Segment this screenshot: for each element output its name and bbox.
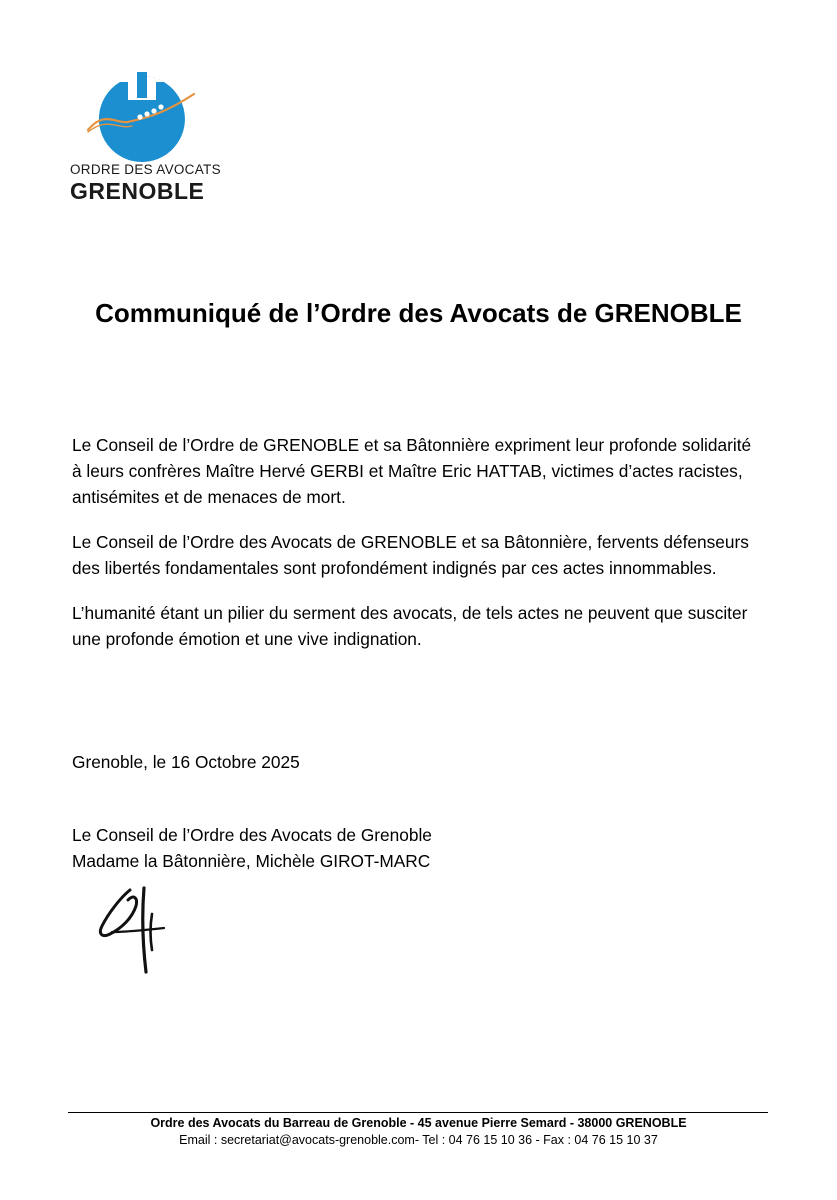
logo-text-line2: GRENOBLE (70, 178, 205, 204)
paragraph-3 (72, 600, 772, 652)
paragraph-2-line: des libertés fondamentales sont profondément indignés par ces actes innommables. (72, 558, 717, 578)
logo-text-line1: ORDRE DES AVOCATS (70, 162, 221, 177)
footer-divider (68, 1112, 768, 1113)
footer-contact: Email : secretariat@avocats-grenoble.com- Tel : 04 76 15 10 36 - Fax : 04 76 15 10 37 (179, 1133, 658, 1147)
paragraph-1-line: à leurs confrères Maître Hervé GERBI et Maître Eric HATTAB, victimes d’actes racistes, (72, 461, 743, 481)
paragraph-1-line: antisémites et de menaces de mort. (72, 487, 346, 507)
signatory-line-2: Madame la Bâtonnière, Michèle GIROT-MARC (72, 851, 431, 871)
paragraph-3-line: une profonde émotion et une vive indignation. (72, 629, 422, 649)
paragraph-2-line: Le Conseil de l’Ordre des Avocats de GRENOBLE et sa Bâtonnière, fervents défenseurs (72, 532, 749, 552)
date-line: Grenoble, le 16 Octobre 2025 (72, 752, 300, 772)
footer-address: Ordre des Avocats du Barreau de Grenoble - 45 avenue Pierre Semard - 38000 GRENOBLE (150, 1116, 687, 1130)
logo-emblem-icon (82, 72, 202, 162)
paragraph-1 (72, 432, 772, 510)
document-title: Communiqué de l’Ordre des Avocats de GRENOBLE (95, 298, 742, 328)
handwritten-signature (72, 868, 222, 1008)
bar-association-logo (70, 72, 230, 202)
paragraph-1-line: Le Conseil de l’Ordre de GRENOBLE et sa Bâtonnière expriment leur profonde solidarité (72, 435, 752, 455)
signatory-line-1: Le Conseil de l’Ordre des Avocats de Grenoble (72, 825, 432, 845)
paragraph-3-line: L’humanité étant un pilier du serment des avocats, de tels actes ne peuvent que susciter (72, 603, 748, 623)
paragraph-2 (72, 529, 772, 581)
